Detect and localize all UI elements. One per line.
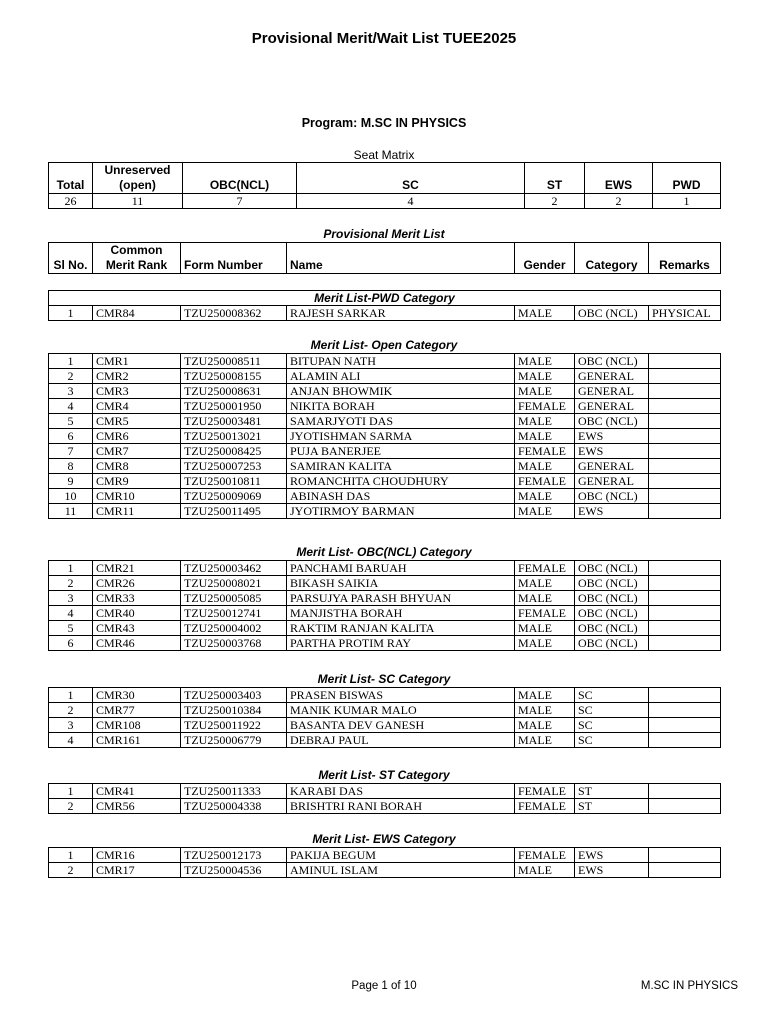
table-row [49,384,721,399]
sl-no-cell: 8 [49,459,93,474]
sl-no-cell: 1 [49,306,93,321]
category-cell: SC [575,688,649,703]
table-row [49,636,721,651]
category-cell: OBC (NCL) [575,354,649,369]
category-cell: GENERAL [575,399,649,414]
footer-page-number: Page 1 of 10 [351,980,417,992]
category-cell: EWS [575,848,649,863]
gender-cell: MALE [515,429,575,444]
remarks-cell [649,688,721,703]
name-cell: PUJA BANERJEE [287,444,515,459]
table-row [49,444,721,459]
form-number-cell: TZU250004002 [181,621,287,636]
form-number-cell: TZU250003462 [181,561,287,576]
form-number-cell: TZU250005085 [181,591,287,606]
form-number-cell: TZU250010384 [181,703,287,718]
header-common-merit-rank: Common Merit Rank [93,243,181,274]
merit-rank-cell: CMR5 [93,414,181,429]
merit-rank-cell: CMR2 [93,369,181,384]
sl-no-cell: 1 [49,688,93,703]
merit-rank-cell: CMR84 [93,306,181,321]
sl-no-cell: 2 [49,703,93,718]
table-row [49,354,721,369]
table-row [49,399,721,414]
sl-no-cell: 3 [49,718,93,733]
document-title: Provisional Merit/Wait List TUEE2025 [251,30,517,47]
table-row [49,718,721,733]
remarks-cell [649,354,721,369]
category-cell: SC [575,703,649,718]
sl-no-cell: 3 [49,591,93,606]
merit-rank-cell: CMR9 [93,474,181,489]
remarks-cell [649,444,721,459]
gender-cell: MALE [515,369,575,384]
sl-no-cell: 9 [49,474,93,489]
sl-no-cell: 1 [49,561,93,576]
name-cell: ROMANCHITA CHOUDHURY [287,474,515,489]
gender-cell: MALE [515,863,575,878]
section-title-obc: Merit List- OBC(NCL) Category [296,545,472,559]
header-gender: Gender [515,243,575,274]
form-number-cell: TZU250003403 [181,688,287,703]
merit-rank-cell: CMR17 [93,863,181,878]
table-row [49,414,721,429]
seat-header-pwd: PWD [653,163,721,194]
seat-matrix-table [48,162,721,209]
name-cell: MANJISTHA BORAH [287,606,515,621]
name-cell: RAJESH SARKAR [287,306,515,321]
category-cell: OBC (NCL) [575,621,649,636]
merit-rank-cell: CMR46 [93,636,181,651]
form-number-cell: TZU250003481 [181,414,287,429]
gender-cell: FEMALE [515,848,575,863]
name-cell: ANJAN BHOWMIK [287,384,515,399]
name-cell: PARTHA PROTIM RAY [287,636,515,651]
seat-header-unreserved-text: Unreserved (open) [104,163,171,192]
name-cell: NIKITA BORAH [287,399,515,414]
merit-rank-cell: CMR1 [93,354,181,369]
section-table-pwd [48,290,721,321]
sl-no-cell: 7 [49,444,93,459]
section-title: Merit List-PWD Category [49,291,721,306]
seat-value-ews: 2 [585,194,653,209]
sl-no-cell: 2 [49,863,93,878]
section-table-open [48,353,721,519]
gender-cell: MALE [515,733,575,748]
table-row [49,848,721,863]
merit-rank-cell: CMR30 [93,688,181,703]
seat-value-unreserved: 11 [93,194,183,209]
sl-no-cell: 5 [49,621,93,636]
category-cell: EWS [575,504,649,519]
category-cell: EWS [575,429,649,444]
remarks-cell [649,459,721,474]
table-row [49,489,721,504]
name-cell: PARSUJYA PARASH BHYUAN [287,591,515,606]
form-number-cell: TZU250004536 [181,863,287,878]
remarks-cell [649,576,721,591]
section-title-row [49,291,721,306]
form-number-cell: TZU250008511 [181,354,287,369]
sl-no-cell: 2 [49,576,93,591]
seat-matrix-value-row [49,194,721,209]
merit-rank-cell: CMR40 [93,606,181,621]
merit-rank-cell: CMR4 [93,399,181,414]
category-cell: GENERAL [575,474,649,489]
merit-rank-cell: CMR33 [93,591,181,606]
seat-header-ews: EWS [585,163,653,194]
remarks-cell [649,591,721,606]
remarks-cell [649,636,721,651]
category-cell: OBC (NCL) [575,576,649,591]
merit-rank-cell: CMR3 [93,384,181,399]
table-row [49,429,721,444]
seat-value-total: 26 [49,194,93,209]
remarks-cell [649,621,721,636]
merit-rank-cell: CMR26 [93,576,181,591]
remarks-cell: PHYSICAL [649,306,721,321]
gender-cell: MALE [515,621,575,636]
gender-cell: MALE [515,306,575,321]
sl-no-cell: 3 [49,384,93,399]
gender-cell: MALE [515,591,575,606]
sl-no-cell: 6 [49,429,93,444]
name-cell: RAKTIM RANJAN KALITA [287,621,515,636]
remarks-cell [649,733,721,748]
form-number-cell: TZU250001950 [181,399,287,414]
gender-cell: MALE [515,354,575,369]
remarks-cell [649,561,721,576]
name-cell: KARABI DAS [287,784,515,799]
remarks-cell [649,718,721,733]
remarks-cell [649,799,721,814]
category-cell: OBC (NCL) [575,561,649,576]
sl-no-cell: 11 [49,504,93,519]
gender-cell: MALE [515,459,575,474]
form-number-cell: TZU250004338 [181,799,287,814]
category-cell: GENERAL [575,369,649,384]
table-row [49,733,721,748]
remarks-cell [649,504,721,519]
category-cell: SC [575,733,649,748]
name-cell: BASANTA DEV GANESH [287,718,515,733]
category-cell: OBC (NCL) [575,636,649,651]
seat-header-st: ST [525,163,585,194]
merit-rank-cell: CMR43 [93,621,181,636]
form-number-cell: TZU250008155 [181,369,287,384]
sl-no-cell: 4 [49,399,93,414]
gender-cell: MALE [515,688,575,703]
table-row [49,504,721,519]
remarks-cell [649,848,721,863]
merit-rank-cell: CMR7 [93,444,181,459]
remarks-cell [649,863,721,878]
name-cell: JYOTIRMOY BARMAN [287,504,515,519]
name-cell: SAMARJYOTI DAS [287,414,515,429]
merit-rank-cell: CMR16 [93,848,181,863]
category-cell: ST [575,799,649,814]
category-cell: OBC (NCL) [575,606,649,621]
form-number-cell: TZU250006779 [181,733,287,748]
gender-cell: MALE [515,414,575,429]
remarks-cell [649,414,721,429]
table-row [49,591,721,606]
gender-cell: MALE [515,703,575,718]
remarks-cell [649,606,721,621]
seat-matrix-caption: Seat Matrix [353,148,415,162]
sl-no-cell: 6 [49,636,93,651]
seat-header-obc: OBC(NCL) [183,163,297,194]
gender-cell: MALE [515,384,575,399]
gender-cell: MALE [515,636,575,651]
merit-rank-cell: CMR41 [93,784,181,799]
table-row [49,306,721,321]
form-number-cell: TZU250008425 [181,444,287,459]
sl-no-cell: 2 [49,799,93,814]
table-row [49,369,721,384]
sl-no-cell: 4 [49,606,93,621]
remarks-cell [649,784,721,799]
sl-no-cell: 1 [49,354,93,369]
category-cell: EWS [575,444,649,459]
gender-cell: FEMALE [515,444,575,459]
gender-cell: MALE [515,576,575,591]
gender-cell: MALE [515,489,575,504]
form-number-cell: TZU250008362 [181,306,287,321]
category-cell: GENERAL [575,384,649,399]
section-table-obc [48,560,721,651]
table-row [49,459,721,474]
table-row [49,799,721,814]
name-cell: PRASEN BISWAS [287,688,515,703]
name-cell: BRISHTRI RANI BORAH [287,799,515,814]
category-cell: OBC (NCL) [575,489,649,504]
seat-matrix-header-row [49,163,721,194]
section-title-sc: Merit List- SC Category [317,672,451,686]
remarks-cell [649,369,721,384]
remarks-cell [649,489,721,504]
header-sl-no: Sl No. [49,243,93,274]
name-cell: ALAMIN ALI [287,369,515,384]
table-row [49,474,721,489]
merit-list-header-table [48,242,721,274]
table-row [49,621,721,636]
table-row [49,561,721,576]
remarks-cell [649,384,721,399]
gender-cell: FEMALE [515,561,575,576]
section-table-st [48,783,721,814]
gender-cell: MALE [515,718,575,733]
form-number-cell: TZU250011333 [181,784,287,799]
seat-header-total: Total [49,163,93,194]
sl-no-cell: 1 [49,784,93,799]
header-category: Category [575,243,649,274]
name-cell: BIKASH SAIKIA [287,576,515,591]
sl-no-cell: 10 [49,489,93,504]
category-cell: OBC (NCL) [575,591,649,606]
form-number-cell: TZU250012741 [181,606,287,621]
section-title-ews: Merit List- EWS Category [312,832,456,846]
seat-value-sc: 4 [297,194,525,209]
merit-rank-cell: CMR56 [93,799,181,814]
form-number-cell: TZU250011922 [181,718,287,733]
sl-no-cell: 5 [49,414,93,429]
section-table-sc [48,687,721,748]
sl-no-cell: 1 [49,848,93,863]
gender-cell: FEMALE [515,474,575,489]
form-number-cell: TZU250003768 [181,636,287,651]
program-heading: Program: M.SC IN PHYSICS [301,116,467,130]
form-number-cell: TZU250008021 [181,576,287,591]
section-table-ews [48,847,721,878]
name-cell: PAKIJA BEGUM [287,848,515,863]
section-title-st: Merit List- ST Category [318,768,450,782]
form-number-cell: TZU250012173 [181,848,287,863]
table-row [49,703,721,718]
category-cell: SC [575,718,649,733]
header-name: Name [287,243,515,274]
gender-cell: FEMALE [515,606,575,621]
merit-rank-cell: CMR8 [93,459,181,474]
category-cell: OBC (NCL) [575,306,649,321]
form-number-cell: TZU250009069 [181,489,287,504]
name-cell: JYOTISHMAN SARMA [287,429,515,444]
seat-value-pwd: 1 [653,194,721,209]
name-cell: DEBRAJ PAUL [287,733,515,748]
sl-no-cell: 2 [49,369,93,384]
merit-rank-cell: CMR77 [93,703,181,718]
name-cell: ABINASH DAS [287,489,515,504]
footer-program: M.SC IN PHYSICS [640,980,738,992]
name-cell: AMINUL ISLAM [287,863,515,878]
remarks-cell [649,474,721,489]
form-number-cell: TZU250010811 [181,474,287,489]
sl-no-cell: 4 [49,733,93,748]
header-remarks: Remarks [649,243,721,274]
category-cell: GENERAL [575,459,649,474]
seat-value-obc: 7 [183,194,297,209]
category-cell: EWS [575,863,649,878]
form-number-cell: TZU250011495 [181,504,287,519]
table-row [49,784,721,799]
gender-cell: FEMALE [515,399,575,414]
gender-cell: MALE [515,504,575,519]
form-number-cell: TZU250013021 [181,429,287,444]
merit-rank-cell: CMR11 [93,504,181,519]
gender-cell: FEMALE [515,784,575,799]
category-cell: ST [575,784,649,799]
table-row [49,606,721,621]
name-cell: PANCHAMI BARUAH [287,561,515,576]
form-number-cell: TZU250008631 [181,384,287,399]
seat-header-sc: SC [297,163,525,194]
merit-rank-cell: CMR108 [93,718,181,733]
merit-rank-cell: CMR161 [93,733,181,748]
merit-rank-cell: CMR10 [93,489,181,504]
name-cell: BITUPAN NATH [287,354,515,369]
section-title-open: Merit List- Open Category [310,338,458,352]
merit-rank-cell: CMR21 [93,561,181,576]
table-row [49,688,721,703]
remarks-cell [649,429,721,444]
merit-list-caption: Provisional Merit List [323,227,445,241]
merit-rank-cell: CMR6 [93,429,181,444]
form-number-cell: TZU250007253 [181,459,287,474]
header-form-number: Form Number [181,243,287,274]
category-cell: OBC (NCL) [575,414,649,429]
name-cell: SAMIRAN KALITA [287,459,515,474]
remarks-cell [649,703,721,718]
table-row [49,576,721,591]
name-cell: MANIK KUMAR MALO [287,703,515,718]
table-row [49,863,721,878]
merit-header-row [49,243,721,274]
seat-value-st: 2 [525,194,585,209]
seat-header-unreserved [93,163,183,194]
gender-cell: FEMALE [515,799,575,814]
remarks-cell [649,399,721,414]
